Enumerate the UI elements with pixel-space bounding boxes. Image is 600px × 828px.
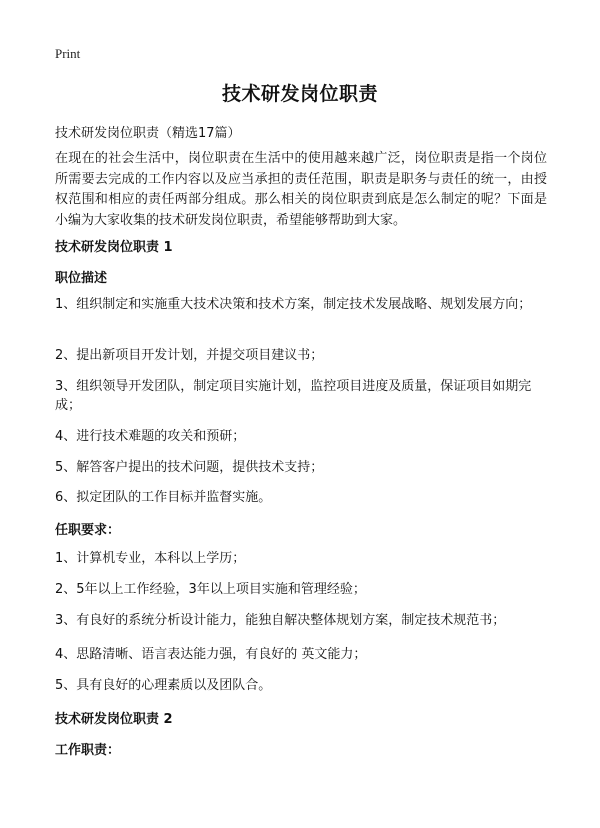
section-1-heading: 技术研发岗位职责 1 bbox=[55, 240, 173, 255]
document-subtitle: 技术研发岗位职责（精选17篇） bbox=[55, 126, 241, 141]
requirement-item: 4、思路清晰、语言表达能力强，有良好的 英文能力； bbox=[55, 647, 367, 662]
requirement-item: 3、有良好的系统分析设计能力，能独自解决整体规划方案，制定技术规范书； bbox=[55, 613, 506, 628]
job-description-item: 5、解答客户提出的技术问题，提供技术支持； bbox=[55, 460, 324, 475]
job-description-item: 3、组织领导开发团队，制定项目实施计划，监控项目进度及质量，保证项目如期完成； bbox=[55, 379, 532, 413]
job-description-item: 6、拟定团队的工作目标并监督实施。 bbox=[55, 490, 272, 505]
section-2-heading: 技术研发岗位职责 2 bbox=[55, 712, 173, 727]
requirements-heading: 任职要求： bbox=[55, 523, 121, 538]
requirement-item: 2、5年以上工作经验，3年以上项目实施和管理经验； bbox=[55, 582, 366, 597]
job-description-heading: 职位描述 bbox=[55, 271, 108, 286]
page-title: 技术研发岗位职责 bbox=[221, 83, 378, 105]
job-description-item: 4、进行技术难题的攻关和预研； bbox=[55, 429, 246, 444]
job-description-item: 2、提出新项目开发计划，并提交项目建议书； bbox=[55, 348, 324, 363]
requirement-item: 5、具有良好的心理素质以及团队合。 bbox=[55, 678, 272, 693]
duties-heading: 工作职责： bbox=[55, 743, 121, 758]
requirement-item: 1、计算机专业，本科以上学历； bbox=[55, 551, 246, 566]
job-description-item: 1、组织制定和实施重大技术决策和技术方案，制定技术发展战略、规划发展方向； bbox=[55, 297, 532, 312]
intro-paragraph: 在现在的社会生活中，岗位职责在生活中的使用越来越广泛，岗位职责是指一个岗位所需要去完成的工作内容以及应当承担的责任范围，职责是职务与责任的统一，由授权范围和相应的责任两部分组成。那么相关的岗位职责到底是怎么制定的呢？下面是小编为大家收集的技术研发岗位职责，希望能够帮助到大家。 bbox=[55, 151, 547, 228]
print-button[interactable]: Print bbox=[55, 46, 81, 61]
